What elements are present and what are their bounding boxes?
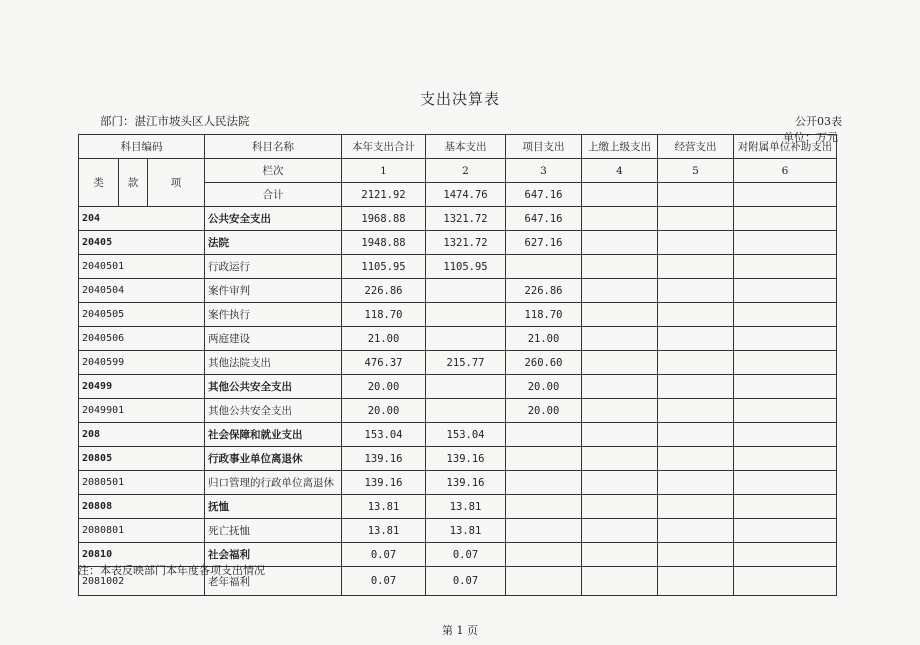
subject-code: 20810 (79, 543, 205, 567)
subject-code: 20499 (79, 375, 205, 399)
amount-cell: 1321.72 (426, 231, 506, 255)
amount-cell (426, 327, 506, 351)
total-value: 1474.76 (426, 183, 506, 207)
form-number: 公开03表 (795, 115, 842, 128)
amount-cell (734, 423, 837, 447)
column-header: 上缴上级支出 (582, 135, 658, 159)
subject-name: 抚恤 (205, 495, 342, 519)
unit-label: 单位：万元 (783, 131, 838, 144)
amount-cell (582, 375, 658, 399)
amount-cell (734, 375, 837, 399)
amount-cell (658, 375, 734, 399)
subject-name: 法院 (205, 231, 342, 255)
total-value: 2121.92 (342, 183, 426, 207)
subject-name: 行政运行 (205, 255, 342, 279)
subject-code: 204 (79, 207, 205, 231)
column-header: 基本支出 (426, 135, 506, 159)
amount-cell (582, 231, 658, 255)
amount-cell (506, 519, 582, 543)
amount-cell: 1948.88 (342, 231, 426, 255)
amount-cell (506, 567, 582, 596)
amount-cell: 13.81 (426, 519, 506, 543)
subject-name: 社会福利 (205, 543, 342, 567)
amount-cell (658, 495, 734, 519)
table-row (79, 207, 837, 231)
amount-cell (734, 207, 837, 231)
amount-cell: 1105.95 (342, 255, 426, 279)
table-row (79, 495, 837, 519)
subject-name: 行政事业单位离退休 (205, 447, 342, 471)
amount-cell (582, 279, 658, 303)
subject-code: 2049901 (79, 399, 205, 423)
subject-code: 20808 (79, 495, 205, 519)
amount-cell (582, 399, 658, 423)
total-value (658, 183, 734, 207)
amount-cell: 13.81 (426, 495, 506, 519)
code-part-section: 款 (119, 159, 148, 207)
amount-cell (734, 255, 837, 279)
amount-cell (506, 471, 582, 495)
page-title: 支出决算表 (419, 90, 500, 108)
amount-cell (582, 351, 658, 375)
table-row (79, 255, 837, 279)
amount-cell (658, 279, 734, 303)
amount-cell (658, 207, 734, 231)
amount-cell (658, 471, 734, 495)
amount-cell (658, 423, 734, 447)
subject-code-header: 科目编码 (79, 135, 205, 159)
table-row (79, 399, 837, 423)
amount-cell (734, 495, 837, 519)
amount-cell (658, 543, 734, 567)
amount-cell (658, 447, 734, 471)
amount-cell: 139.16 (342, 471, 426, 495)
amount-cell: 226.86 (342, 279, 426, 303)
page-number: 第 1 页 (442, 624, 478, 637)
table-row (79, 231, 837, 255)
amount-cell: 476.37 (342, 351, 426, 375)
subject-name: 老年福利 (205, 567, 342, 596)
subject-code: 2080501 (79, 471, 205, 495)
table-row (79, 327, 837, 351)
amount-cell: 260.60 (506, 351, 582, 375)
amount-cell: 153.04 (426, 423, 506, 447)
table-row (79, 303, 837, 327)
total-label: 合计 (205, 183, 342, 207)
amount-cell: 1968.88 (342, 207, 426, 231)
amount-cell (658, 231, 734, 255)
amount-cell (582, 543, 658, 567)
amount-cell (658, 255, 734, 279)
amount-cell: 153.04 (342, 423, 426, 447)
total-value: 647.16 (506, 183, 582, 207)
amount-cell: 226.86 (506, 279, 582, 303)
amount-cell (734, 471, 837, 495)
amount-cell: 139.16 (342, 447, 426, 471)
subject-name: 死亡抚恤 (205, 519, 342, 543)
amount-cell (582, 423, 658, 447)
subject-name: 其他公共安全支出 (205, 399, 342, 423)
amount-cell (582, 519, 658, 543)
amount-cell (734, 543, 837, 567)
subject-code: 20405 (79, 231, 205, 255)
amount-cell (426, 375, 506, 399)
column-index-row (79, 159, 837, 183)
column-header: 对附属单位补助支出 (734, 135, 837, 159)
column-index: 5 (658, 159, 734, 183)
amount-cell (506, 255, 582, 279)
header-row (79, 135, 837, 159)
subject-name: 归口管理的行政单位离退休 (205, 471, 342, 495)
amount-cell: 139.16 (426, 447, 506, 471)
amount-cell (658, 399, 734, 423)
amount-cell (734, 447, 837, 471)
amount-cell (582, 303, 658, 327)
amount-cell (734, 399, 837, 423)
amount-cell (582, 471, 658, 495)
subject-code: 2080801 (79, 519, 205, 543)
column-index-label: 栏次 (205, 159, 342, 183)
amount-cell: 215.77 (426, 351, 506, 375)
amount-cell (658, 519, 734, 543)
amount-cell: 1321.72 (426, 207, 506, 231)
amount-cell (658, 303, 734, 327)
subject-code: 208 (79, 423, 205, 447)
amount-cell: 627.16 (506, 231, 582, 255)
total-value (582, 183, 658, 207)
amount-cell (506, 423, 582, 447)
subject-code: 2040506 (79, 327, 205, 351)
amount-cell: 20.00 (342, 375, 426, 399)
amount-cell (582, 327, 658, 351)
amount-cell (658, 327, 734, 351)
amount-cell (582, 207, 658, 231)
amount-cell: 21.00 (506, 327, 582, 351)
subject-name: 其他法院支出 (205, 351, 342, 375)
subject-code: 2081002 (79, 567, 205, 596)
amount-cell: 13.81 (342, 495, 426, 519)
column-header: 本年支出合计 (342, 135, 426, 159)
amount-cell: 0.07 (342, 567, 426, 596)
table-row (79, 471, 837, 495)
subject-name: 公共安全支出 (205, 207, 342, 231)
amount-cell: 1105.95 (426, 255, 506, 279)
amount-cell (426, 303, 506, 327)
table-row (79, 375, 837, 399)
amount-cell (734, 279, 837, 303)
amount-cell (506, 543, 582, 567)
subject-code: 20805 (79, 447, 205, 471)
amount-cell (426, 279, 506, 303)
amount-cell (658, 567, 734, 596)
subject-name: 两庭建设 (205, 327, 342, 351)
amount-cell: 0.07 (426, 567, 506, 596)
column-header: 经营支出 (658, 135, 734, 159)
subject-name-header: 科目名称 (205, 135, 342, 159)
amount-cell (734, 351, 837, 375)
column-index: 2 (426, 159, 506, 183)
table-row (79, 423, 837, 447)
amount-cell (734, 303, 837, 327)
subject-code: 2040501 (79, 255, 205, 279)
table-row (79, 351, 837, 375)
subject-name: 案件执行 (205, 303, 342, 327)
subject-code: 2040504 (79, 279, 205, 303)
code-part-class: 类 (79, 159, 119, 207)
amount-cell: 20.00 (342, 399, 426, 423)
code-part-item: 项 (148, 159, 205, 207)
amount-cell: 139.16 (426, 471, 506, 495)
amount-cell: 118.70 (506, 303, 582, 327)
table-row (79, 279, 837, 303)
column-index: 4 (582, 159, 658, 183)
amount-cell: 13.81 (342, 519, 426, 543)
amount-cell (582, 447, 658, 471)
amount-cell (734, 231, 837, 255)
amount-cell (658, 351, 734, 375)
amount-cell (582, 495, 658, 519)
column-index: 3 (506, 159, 582, 183)
column-index: 6 (734, 159, 837, 183)
amount-cell: 21.00 (342, 327, 426, 351)
amount-cell (506, 447, 582, 471)
amount-cell (734, 327, 837, 351)
expenditure-table (78, 134, 837, 596)
amount-cell (506, 495, 582, 519)
amount-cell (734, 567, 837, 596)
column-index: 1 (342, 159, 426, 183)
department-label: 部门：湛江市坡头区人民法院 (100, 114, 250, 128)
subject-code: 2040599 (79, 351, 205, 375)
amount-cell: 647.16 (506, 207, 582, 231)
table-row (79, 519, 837, 543)
amount-cell (582, 567, 658, 596)
column-header: 项目支出 (506, 135, 582, 159)
subject-name: 社会保障和就业支出 (205, 423, 342, 447)
amount-cell: 20.00 (506, 375, 582, 399)
total-value (734, 183, 837, 207)
subject-code: 2040505 (79, 303, 205, 327)
amount-cell (426, 399, 506, 423)
amount-cell: 20.00 (506, 399, 582, 423)
amount-cell: 118.70 (342, 303, 426, 327)
subject-name: 其他公共安全支出 (205, 375, 342, 399)
amount-cell: 0.07 (426, 543, 506, 567)
amount-cell: 0.07 (342, 543, 426, 567)
subject-name: 案件审判 (205, 279, 342, 303)
table-row (79, 447, 837, 471)
amount-cell (582, 255, 658, 279)
footnote: 注：本表反映部门本年度各项支出情况 (78, 564, 265, 577)
amount-cell (734, 519, 837, 543)
